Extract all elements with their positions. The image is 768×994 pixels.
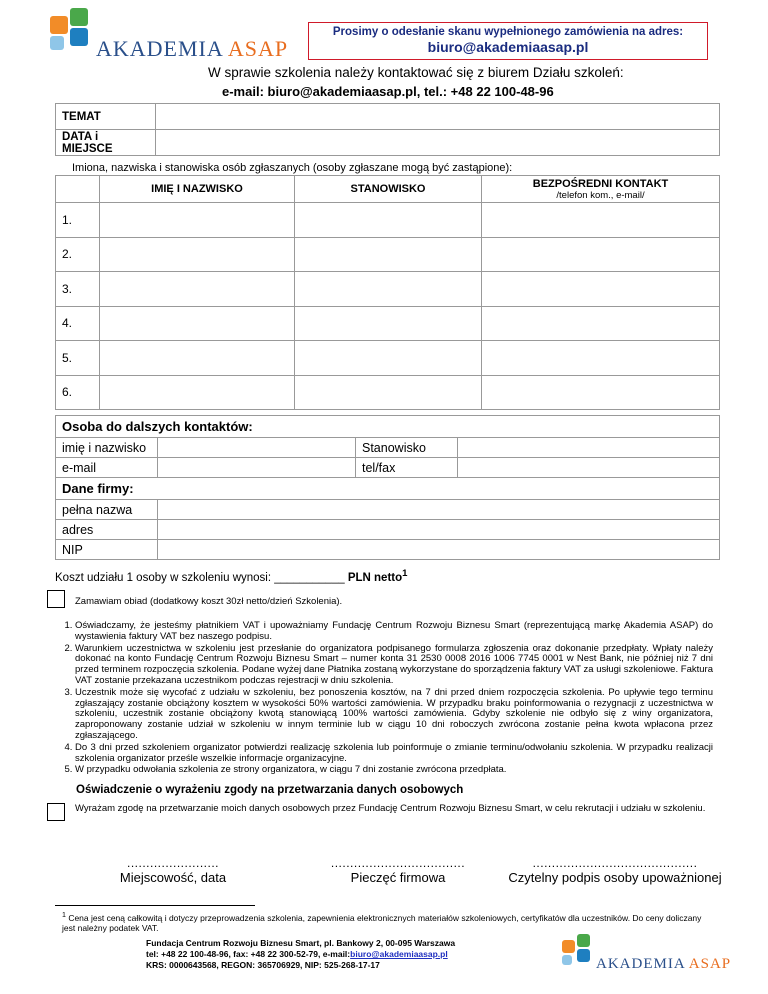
company-address-label: adres: [56, 520, 158, 540]
contact-field[interactable]: [482, 375, 720, 410]
contact-field[interactable]: [482, 203, 720, 238]
authorized-signature-area[interactable]: ........................................... Czytelny podpis osoby upoważnionej: [500, 856, 730, 885]
consent-heading: Oświadczenie o wyrażeniu zgody na przetwarzania danych osobowych: [76, 784, 464, 796]
participant-row: [56, 203, 720, 238]
contact-name-label: imię i nazwisko: [56, 438, 158, 458]
name-field[interactable]: [100, 272, 295, 307]
company-name-field[interactable]: [158, 500, 720, 520]
position-column-header: STANOWISKO: [295, 176, 482, 203]
position-field[interactable]: [295, 306, 482, 341]
name-field[interactable]: [100, 203, 295, 238]
term-item: 5. W przypadku odwołania szkolenia ze strony organizatora, w ciągu 7 dni zostanie zwrócona przedpłata.: [75, 765, 713, 776]
lunch-checkbox[interactable]: [47, 590, 65, 608]
contact-position-field[interactable]: [458, 438, 720, 458]
term-item: 1. Oświadczamy, że jesteśmy płatnikiem VAT i upoważniamy Fundację Centrum Rozwoju Biznesu Smart (reprezentującą markę Akademia ASAP) do wystawienia faktury VAT bez naszego podpisu.: [75, 621, 713, 643]
contact-company-table: [55, 415, 720, 560]
row-number: 6.: [56, 375, 100, 410]
row-number: 5.: [56, 341, 100, 376]
position-field[interactable]: [295, 341, 482, 376]
topic-field[interactable]: [156, 104, 720, 130]
submission-instruction: Prosimy o odesłanie skanu wypełnionego zamówienia na adres:: [332, 26, 684, 38]
participant-row: [56, 375, 720, 410]
contact-person-heading: Osoba do dalszych kontaktów:: [56, 416, 720, 438]
logo-squares-icon: [562, 934, 594, 966]
company-heading: Dane firmy:: [56, 478, 720, 500]
name-field[interactable]: [100, 375, 295, 410]
name-field[interactable]: [100, 341, 295, 376]
contact-phone-field[interactable]: [458, 458, 720, 478]
row-number-header: [56, 176, 100, 203]
logo-text: AKADEMIA ASAP: [96, 36, 289, 61]
position-field[interactable]: [295, 203, 482, 238]
contact-field[interactable]: [482, 306, 720, 341]
footnote: $^1$ Cena jest ceną całkowitą i dotyczy przeprowadzenia szkolenia, zapewnienia elektronicznych materiałów szkoleniowych, certyfikatów dla uczestników. Do ceny doliczany jest należny podatek VAT.: [62, 911, 702, 933]
term-item: 2. Warunkiem uczestnictwa w szkoleniu jest przesłanie do organizatora podpisanego formularza zgłoszenia oraz dokonanie przedpłaty. Wpłaty należy dokonać na konto Fundację Centrum Rozwoju Biznesu Smart – numer konta 31 2530 0008 2016 1006 7745 0001 w Nest Bank, nie później niż 7 dni przed terminem rozpoczęcia szkolenia. Podane wyżej dane Płatnika zostaną wykorzystane do sporządzenia faktury VAT za usługi szkoleniowe. Faktura VAT zostanie przekazana uczestnikom podczas rejestracji w dniu szkolenia.: [75, 644, 713, 687]
participants-table: [55, 175, 720, 410]
contact-field[interactable]: [482, 237, 720, 272]
contact-position-label: Stanowisko: [356, 438, 458, 458]
name-column-header: IMIĘ I NAZWISKO: [100, 176, 295, 203]
contact-email-phone: e-mail: biuro@akademiaasap.pl, tel.: +48 22 100-48-96: [222, 84, 554, 99]
name-field[interactable]: [100, 306, 295, 341]
participant-row: [56, 272, 720, 307]
consent-checkbox[interactable]: [47, 803, 65, 821]
logo-squares-icon: [50, 8, 94, 52]
footer-logo: [562, 934, 732, 984]
term-item: 4. Do 3 dni przed szkoleniem organizator potwierdzi realizację szkolenia lub poinformuje o zmianie terminu/odwołaniu szkolenia. W przypadku realizacji szkolenia organizator prześle wszelkie informacje organizacyjne.: [75, 743, 713, 765]
company-nip-label: NIP: [56, 540, 158, 560]
date-place-label: DATA i MIEJSCE: [56, 130, 156, 156]
contact-email-label: e-mail: [56, 458, 158, 478]
contact-field[interactable]: [482, 341, 720, 376]
contact-email-field[interactable]: [158, 458, 356, 478]
company-nip-field[interactable]: [158, 540, 720, 560]
place-date-label: Miejscowość, data: [119, 870, 227, 885]
participant-row: [56, 341, 720, 376]
training-info-table: [55, 103, 720, 156]
company-stamp-label: Pieczęć firmowa: [350, 870, 446, 885]
company-stamp-area[interactable]: ................................... Pieczęć firmowa: [318, 856, 478, 885]
participant-row: [56, 306, 720, 341]
cost-blank[interactable]: ___________: [274, 571, 345, 584]
position-field[interactable]: [295, 237, 482, 272]
footer-email-link[interactable]: biuro@akademiaasap.pl: [350, 949, 448, 959]
terms-list: [55, 621, 713, 777]
participant-row: [56, 237, 720, 272]
authorized-signature-label: Czytelny podpis osoby upoważnionej: [508, 870, 722, 885]
contact-column-header: BEZPOŚREDNI KONTAKT /telefon kom., e-mail/: [482, 176, 720, 203]
row-number: 2.: [56, 237, 100, 272]
term-item: 3. Uczestnik może się wycofać z udziału w szkoleniu, bez ponoszenia kosztów, na 7 dni przed dniem rozpoczęcia szkolenia. Po upływie tego terminu zgłaszający zostanie obciążony kosztem w wysokości 50% wartości zamówienia. W przypadku braku poinformowania o rezygnacji z uczestnictwa w szkoleniu, uczestnik zostanie obciążony kwotą stanowiącą 100% wartości zamówienia. Gdyby szkolenie nie odbyło się z winy organizatora, zaproponowany zostanie udział w szkoleniu w innym terminie lub w ciągu 10 dni roboczych zwrócona zostanie pełna kwota wpłacona przez zgłaszającego.: [75, 688, 713, 742]
company-logo: [50, 8, 290, 64]
submission-address-box: [308, 22, 708, 60]
name-field[interactable]: [100, 237, 295, 272]
contact-name-field[interactable]: [158, 438, 356, 458]
consent-text: Wyrażam zgodę na przetwarzanie moich danych osobowych przez Fundację Centrum Rozwoju Biznesu Smart, w celu rekrutacji i udziału w szkoleniu.: [75, 803, 706, 814]
participants-caption: Imiona, nazwiska i stanowiska osób zgłaszanych (osoby zgłaszane mogą być zastąpione):: [72, 162, 513, 174]
submission-email[interactable]: biuro@akademiaasap.pl: [427, 39, 589, 55]
position-field[interactable]: [295, 272, 482, 307]
footnote-divider: [55, 905, 255, 906]
row-number: 3.: [56, 272, 100, 307]
row-number: 4.: [56, 306, 100, 341]
position-field[interactable]: [295, 375, 482, 410]
cost-line: Koszt udziału 1 osoby w szkoleniu wynosi: ___________ PLN netto$^1$: [55, 568, 408, 584]
contact-phone-label: tel/fax: [356, 458, 458, 478]
place-date-signature[interactable]: ........................ Miejscowość, data: [108, 856, 238, 885]
topic-label: TEMAT: [56, 104, 156, 130]
date-place-field[interactable]: [156, 130, 720, 156]
logo-text: AKADEMIA ASAP: [596, 956, 732, 972]
row-number: 1.: [56, 203, 100, 238]
company-name-label: pełna nazwa: [56, 500, 158, 520]
company-address-field[interactable]: [158, 520, 720, 540]
lunch-option-text: Zamawiam obiad (dodatkowy koszt 30zł netto/dzień Szkolenia).: [75, 596, 343, 607]
footer-address: Fundacja Centrum Rozwoju Biznesu Smart, pl. Bankowy 2, 00-095 Warszawa tel: +48 22 100-48-96, fax: +48 22 300-52-79, e-mail:biuro@akademiaasap.pl KRS: 0000643568, REGON: 365706929, NIP: 525-268-17-17: [146, 938, 456, 970]
contact-field[interactable]: [482, 272, 720, 307]
contact-info-line: W sprawie szkolenia należy kontaktować się z biurem Działu szkoleń:: [208, 65, 624, 80]
